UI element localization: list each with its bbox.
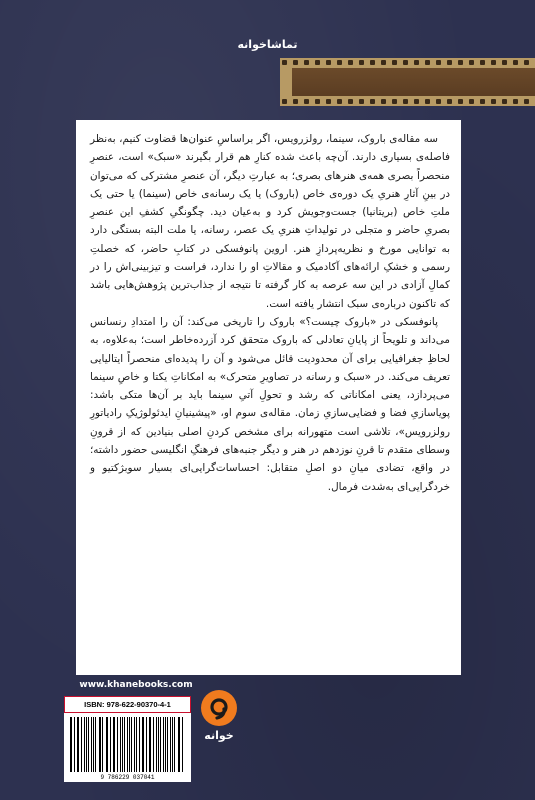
film-hole xyxy=(392,99,397,104)
publisher-website: www.khanebooks.com xyxy=(79,680,193,690)
blurb-paragraph-2: پانوفسکی در «باروک چیست؟» باروک را تاریخی می‌کند: آن را امتدادِ رنسانس می‌داند و تلویحاً از پایانِ تعادلی که باروک متحقق کرد آزرده‌خاطر است؛ به‌علاوه، به لحاظِ جغرافیایی برای آن محدودیت قائل می‌شود و آن را پدیده‌ای منحصراً ایتالیایی تعریف می‌کند. در «سبک و رسانه در تصاویرِ متحرک» به امکاناتِ یکتا و خاصِ سینما می‌پردازد، یعنی امکاناتی که رشد و تحولِ آتیِ سینما باید بر آن‌ها متکی باشد: پویاسازیِ فضا و فضایی‌سازیِ زمان. مقاله‌ی سوم او، «پیشینیانِ ایدئولوژیکِ رادیاتورِ رولزرویس»، تلاشی است متهورانه برای مشخص کردنِ اصلی بنیادین که از قرونِ وسطای متقدم تا قرنِ نوزدهم در هنر و دیگر جنبه‌های فرهنگِ انگلیسی حضور داشته؛ در واقع، تضادی میانِ دو اصلِ متقابل: احساسات‌گرایی‌ای بسیار سوبژکتیو و خردگرایی‌ای به‌شدت فرمال. xyxy=(90,315,450,493)
film-perforations-top xyxy=(280,60,535,65)
barcode-bar xyxy=(95,717,96,772)
film-hole xyxy=(513,60,518,65)
film-hole xyxy=(502,60,507,65)
blurb-paragraph-1: سه مقاله‌ی باروک، سینما، رولزرویس، اگر براساسِ عنوان‌ها قضاوت کنیم، به‌نظر فاصله‌ی بسیاری دارند. آن‌چه باعث شده کنارِ هم قرار بگیرند «سبک» است، عنصرِ منحصراً بصری همه‌ی هنرهای بصری؛ به عبارتِ دیگر، آن عنصرِ مشترکی که می‌توان در بینِ آثارِ هنریِ یک دوره‌ی خاص (باروک) یا یک رسانه‌ی خاص (سینما) یا حتی یک ملتِ خاص (بریتانیا) جست‌وجویش کرد و به‌عیان دید. چگونگیِ کشفِ این عنصرِ بصریِ حاضر و متجلی در تولیداتِ هنریِ یک عصر، رسانه، یا ملت البته بستگی دارد به توانایی مورخ و نظریه‌پردازِ هنر. اروین پانوفسکی در کتابِ حاضر، که خصلتِ رسمی و خشکِ ارائه‌های آکادمیک و مقالاتِ او را ندارد، فراست و تیزبینی‌اش را در کمالِ آزادی در این سه عرصه به کار گرفته تا نتیجه‌ از جذاب‌ترین پژوهش‌هایی باشد که تاکنون درباره‌ی سبک انتشار یافته است. xyxy=(90,133,450,310)
film-hole xyxy=(524,99,529,104)
barcode-bar xyxy=(110,717,111,772)
film-hole xyxy=(480,99,485,104)
barcode-bar xyxy=(134,717,135,772)
film-hole xyxy=(447,99,452,104)
film-hole xyxy=(447,60,452,65)
back-cover-blurb xyxy=(90,130,450,496)
film-hole xyxy=(359,99,364,104)
film-hole xyxy=(337,99,342,104)
film-hole xyxy=(491,99,496,104)
film-hole xyxy=(359,60,364,65)
isbn-label: ISBN: 978-622-90370-4-1 xyxy=(64,696,191,713)
film-hole xyxy=(414,99,419,104)
film-hole xyxy=(326,60,331,65)
film-hole xyxy=(458,99,463,104)
barcode-bar xyxy=(93,717,94,772)
film-hole xyxy=(370,99,375,104)
film-hole xyxy=(381,60,386,65)
barcode-bars xyxy=(70,717,185,772)
series-title: تماشاخوانه xyxy=(237,38,298,51)
film-hole xyxy=(502,99,507,104)
film-hole xyxy=(513,99,518,104)
film-hole xyxy=(304,60,309,65)
film-hole xyxy=(480,60,485,65)
film-frame xyxy=(292,68,535,96)
barcode-bar xyxy=(179,717,180,772)
barcode-bar xyxy=(122,717,123,772)
film-hole xyxy=(436,60,441,65)
barcode xyxy=(64,713,191,782)
publisher-logo-icon xyxy=(201,690,237,726)
barcode-bar xyxy=(174,717,175,772)
film-hole xyxy=(348,60,353,65)
film-hole xyxy=(425,60,430,65)
film-hole xyxy=(315,60,320,65)
barcode-number: 9 786229 037041 xyxy=(100,774,155,781)
film-hole xyxy=(403,99,408,104)
film-hole xyxy=(436,99,441,104)
barcode-bar xyxy=(156,717,157,772)
film-hole xyxy=(370,60,375,65)
barcode-bar xyxy=(139,717,140,772)
film-hole xyxy=(425,99,430,104)
film-hole xyxy=(458,60,463,65)
publisher-name: خوانه xyxy=(204,729,234,742)
film-hole xyxy=(293,60,298,65)
film-hole xyxy=(304,99,309,104)
barcode-bar xyxy=(146,717,147,772)
barcode-bar xyxy=(114,717,115,772)
film-hole xyxy=(414,60,419,65)
film-hole xyxy=(293,99,298,104)
film-hole xyxy=(337,60,342,65)
film-perforations-bottom xyxy=(280,99,535,104)
film-strip-decoration xyxy=(280,58,535,106)
barcode-bar xyxy=(127,717,128,772)
barcode-bar xyxy=(153,717,154,772)
film-hole xyxy=(348,99,353,104)
film-hole xyxy=(326,99,331,104)
film-hole xyxy=(381,99,386,104)
film-hole xyxy=(403,60,408,65)
barcode-bar xyxy=(170,717,171,772)
film-hole xyxy=(491,60,496,65)
barcode-bar xyxy=(86,717,87,772)
film-hole xyxy=(469,60,474,65)
barcode-bar xyxy=(81,717,82,772)
film-hole xyxy=(315,99,320,104)
film-hole xyxy=(392,60,397,65)
barcode-bar xyxy=(163,717,164,772)
barcode-bar xyxy=(74,717,75,772)
barcode-bar xyxy=(102,717,103,772)
film-hole xyxy=(524,60,529,65)
film-hole xyxy=(469,99,474,104)
logo-mark-icon xyxy=(206,695,232,721)
film-hole xyxy=(282,60,287,65)
film-hole xyxy=(282,99,287,104)
